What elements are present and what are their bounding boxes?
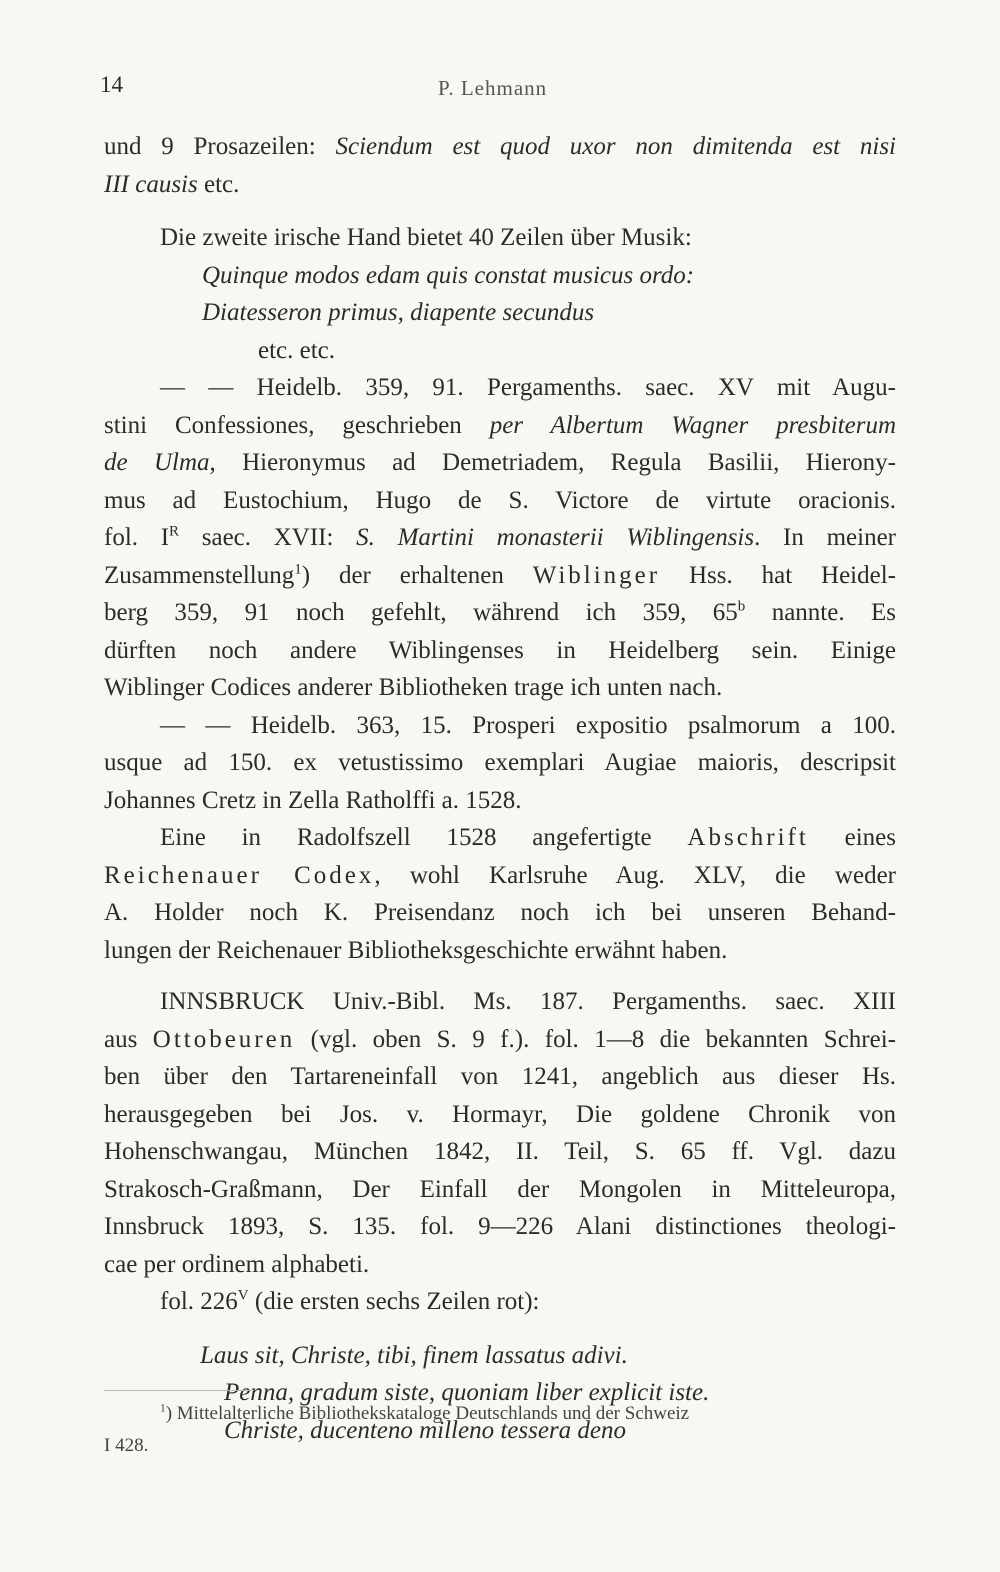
- text-line: Wiblinger Codices anderer Bibliotheken trage ich unten nach.: [104, 674, 723, 701]
- line-text: fol. 226: [160, 1288, 238, 1315]
- text-line: Johannes Cretz in Zella Ratholffi a. 1528.: [104, 786, 522, 814]
- line-text: Zusammenstellung: [104, 561, 295, 589]
- text-line: A. Holder noch K. Preisendanz noch ich bei unseren Behand-: [104, 899, 896, 926]
- page-number: 14: [100, 72, 123, 97]
- line-text: eines: [808, 824, 896, 851]
- line-text: aus: [104, 1025, 153, 1053]
- line-italic: de Ulma: [104, 449, 210, 476]
- line-italic: Sciendum est quod uxor non dimitenda est nisi: [335, 133, 897, 160]
- line-text: und 9 Prosazeilen:: [104, 133, 336, 160]
- text-line: [104, 519, 896, 557]
- line-italic: per Albertum Wagner presbiterum: [489, 411, 897, 439]
- text-line: Quinque modos edam quis constat musicus ordo:: [202, 261, 695, 289]
- superscript: V: [237, 1287, 249, 1304]
- main-text: [104, 128, 896, 1449]
- text-line: [104, 407, 896, 445]
- text-line: Hohenschwangau, München 1842, II. Teil, S. 65 ff. Vgl. dazu: [104, 1138, 896, 1165]
- line-spaced: Abschrift: [687, 824, 809, 851]
- text-line: Die zweite irische Hand bietet 40 Zeilen über Musik:: [160, 224, 692, 251]
- line-text: etc.: [197, 170, 240, 198]
- text-line: Strakosch-Graßmann, Der Einfall der Mongolen in Mitteleuropa,: [104, 1175, 896, 1203]
- line-text: (die ersten sechs Zeilen rot):: [248, 1288, 540, 1315]
- text-line: herausgegeben bei Jos. v. Hormayr, Die goldene Chronik von: [104, 1100, 896, 1128]
- line-text: , wohl Karlsruhe Aug. XLV, die weder: [374, 861, 896, 889]
- line-text: , Hieronymus ad Demetriadem, Regula Basilii, Hierony-: [209, 449, 896, 476]
- verse-line: Christe, ducenteno milleno tessera deno: [224, 1416, 627, 1444]
- footnote-line: [104, 1398, 902, 1430]
- line-spaced: Wiblinger: [532, 561, 661, 589]
- footnote-rule: [104, 1390, 254, 1391]
- text-line: [104, 557, 896, 595]
- footnote-line: I 428.: [104, 1435, 149, 1456]
- line-text: . In meiner: [754, 524, 896, 551]
- text-line: ben über den Tartareneinfall von 1241, angeblich aus dieser Hs.: [104, 1063, 896, 1090]
- verse-line: Laus sit, Christe, tibi, finem lassatus adivi.: [200, 1341, 628, 1369]
- line-text: (vgl. oben S. 9 f.). fol. 1—8 die bekannten Schrei-: [295, 1025, 896, 1053]
- text-line: usque ad 150. ex vetustissimo exemplari Augiae maioris, descripsit: [104, 749, 896, 776]
- verse-line: Penna, gradum siste, quoniam liber explicit iste.: [224, 1379, 710, 1406]
- text-line: — — Heidelb. 359, 91. Pergamenths. saec. XV mit Augu-: [160, 374, 896, 401]
- running-head: P. Lehmann: [438, 76, 548, 100]
- text-line: dürften noch andere Wiblingenses in Heidelberg sein. Einige: [104, 636, 896, 664]
- footnote-marker: 1: [160, 1402, 166, 1415]
- text-line: Diatesseron primus, diapente secundus: [202, 299, 595, 326]
- text-line: [104, 819, 896, 857]
- text-line: lungen der Reichenauer Bibliotheksgeschichte erwähnt haben.: [104, 936, 728, 964]
- text-line: [104, 128, 896, 166]
- line-text: Hss. hat Heidel-: [660, 561, 896, 589]
- text-line: mus ad Eustochium, Hugo de S. Victore de virtute oracionis.: [104, 486, 896, 514]
- line-italic: S. Martini monasterii Wiblingensis: [356, 524, 755, 551]
- text-line: [104, 1021, 896, 1059]
- line-text: Eine in Radolfszell 1528 angefertigte: [160, 824, 688, 851]
- line-spaced: Ottobeuren: [152, 1025, 296, 1053]
- text-line: Innsbruck 1893, S. 135. fol. 9—226 Alani distinctiones theologi-: [104, 1213, 896, 1240]
- line-text: berg 359, 91 noch gefehlt, während ich 359, 65: [104, 599, 738, 626]
- superscript: b: [737, 598, 746, 615]
- line-text: saec. XVII:: [179, 524, 357, 551]
- text-line: [104, 166, 896, 204]
- text-line: [104, 444, 896, 482]
- text-line: cae per ordinem alphabeti.: [104, 1250, 370, 1278]
- text-line: — — Heidelb. 363, 15. Prosperi expositio psalmorum a 100.: [160, 711, 896, 739]
- footnotes: [104, 1398, 902, 1462]
- line-text: nannte. Es: [745, 599, 897, 626]
- text-line: [104, 594, 896, 632]
- page-header: [0, 72, 1000, 106]
- footnote-text: ) Mittelalterliche Bibliothekskataloge Deutschlands und der Schweiz: [165, 1403, 690, 1424]
- text-line: [104, 1283, 896, 1321]
- line-text: ) der erhaltenen: [301, 561, 533, 589]
- footnote-ref[interactable]: 1: [294, 561, 302, 578]
- text-line: [104, 857, 896, 895]
- text-line: etc. etc.: [258, 336, 336, 364]
- superscript: R: [169, 523, 180, 540]
- text-line: INNSBRUCK Univ.-Bibl. Ms. 187. Pergamenths. saec. XIII: [160, 988, 896, 1015]
- line-text: fol. I: [104, 524, 170, 551]
- line-spaced: Reichenauer Codex: [104, 861, 375, 889]
- line-italic: III causis: [104, 170, 198, 198]
- line-text: stini Confessiones, geschrieben: [104, 411, 490, 439]
